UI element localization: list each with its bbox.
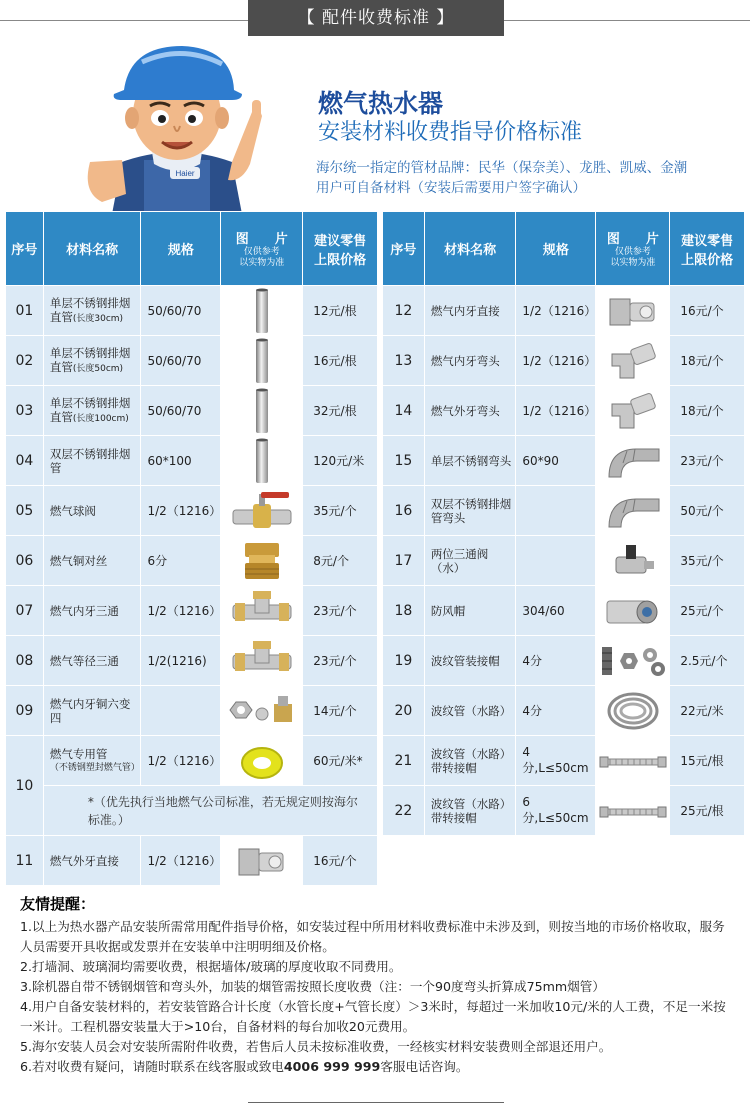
col-header-spec: 规格: [516, 212, 596, 286]
item-name: [43, 486, 141, 536]
item-price: 22元/米: [670, 686, 745, 736]
coupling-icon: [596, 286, 670, 336]
item-name: [43, 586, 141, 636]
coil-icon: [596, 686, 670, 736]
item-spec: 60*90: [516, 436, 596, 486]
item-spec: 50/60/70: [141, 386, 221, 436]
item-price: 35元/个: [303, 486, 378, 536]
tip-item-4: 4.用户自备安装材料的，若安装管路合计长度（水管长度+气管长度）＞3米时，每超过一米加收10元/米的人工费，不足一米按一米计。工程机器安装量大于>10台，自备材料的每台加收20元费用。: [20, 999, 726, 1034]
col-header-spec: 规格: [141, 212, 221, 286]
item-spec: 1/2（1216）: [141, 486, 221, 536]
item-name: [43, 436, 141, 486]
item-price: 16元/个: [670, 286, 745, 336]
item-name-text: 燃气专用管: [49, 746, 108, 761]
item-name: 波纹管（水路）: [424, 686, 516, 736]
item-price: 14元/个: [303, 686, 378, 736]
item-no: 02: [6, 336, 44, 386]
bellows-icon: [596, 786, 670, 836]
item-name-text: 单层不锈钢排烟直管: [49, 345, 131, 374]
item-name: 单层不锈钢弯头: [424, 436, 516, 486]
adapter-icon: [221, 686, 303, 736]
tip-item-1: 1.以上为热水器产品安装所需常用配件指导价格，如安装过程中所用材料收费标准中未涉及到，则按当地的市场价格收取，服务人员需要开具收据或发票并在安装单中注明明细及价格。: [20, 919, 725, 954]
item-no: 06: [6, 536, 44, 586]
item-spec: [516, 486, 596, 536]
tip-item-6-prefix: 6.若对收费有疑问，请随时联系在线客服或致电: [20, 1059, 284, 1074]
item-no: 20: [383, 686, 425, 736]
item-spec: 4分: [516, 686, 596, 736]
col-header-picture-sub1: 仅供参考: [614, 247, 651, 257]
table-row: [6, 436, 378, 486]
table-row: [383, 336, 745, 386]
item-spec: 4分,L≤50cm: [516, 736, 596, 786]
item-name: 燃气内牙弯头: [424, 336, 516, 386]
item-name: 燃气外牙弯头: [424, 386, 516, 436]
table-row: [6, 286, 378, 336]
table-row: [383, 386, 745, 436]
col-header-price: [303, 212, 378, 286]
item-name-note: (长度30cm): [72, 313, 124, 324]
item-no: 13: [383, 336, 425, 386]
item-name-text: 燃气外牙直接: [49, 853, 119, 868]
hero-subtitle: 安装材料收费指导价格标准: [318, 120, 583, 145]
item-price: 2.5元/个: [670, 636, 745, 686]
item-no: 08: [6, 636, 44, 686]
item-price: 18元/个: [670, 336, 745, 386]
item-spec: 1/2（1216）: [141, 736, 221, 786]
table-row: [6, 636, 378, 686]
price-table-left: [5, 211, 378, 886]
bellows-icon: [596, 736, 670, 786]
straight-pipe-icon: [221, 386, 303, 436]
gas-hose-icon: [221, 736, 303, 786]
item-spec: 4分: [516, 636, 596, 686]
item-spec: [516, 536, 596, 586]
item-no: 03: [6, 386, 44, 436]
item-no: 07: [6, 586, 44, 636]
table-row: [383, 486, 745, 536]
col-header-price: [670, 212, 745, 286]
tip-item-6: [20, 1057, 735, 1077]
item-name: [43, 286, 141, 336]
brand-note-line-1: 海尔统一指定的管材品牌：民华（保奈美）、龙胜、凯威、金潮: [316, 160, 688, 176]
item-no: 10: [6, 736, 44, 836]
item-no: 11: [6, 836, 44, 886]
item-no: 05: [6, 486, 44, 536]
item-price: 16元/根: [303, 336, 378, 386]
item-name-note: (长度100cm): [72, 413, 129, 424]
table-row: [383, 436, 745, 486]
item-spec: 60*100: [141, 436, 221, 486]
item-no: 16: [383, 486, 425, 536]
ball-valve-icon: [221, 486, 303, 536]
item-name-text: 单层不锈钢排烟直管: [49, 395, 131, 424]
valve-icon: [596, 536, 670, 586]
table-row: [383, 736, 745, 786]
item-name: [43, 536, 141, 586]
item-price: 23元/个: [670, 436, 745, 486]
tee-icon: [221, 636, 303, 686]
item-name-text: 单层不锈钢排烟直管: [49, 295, 131, 324]
item-name-text: 燃气内牙铜六变四: [49, 696, 131, 725]
item-spec: 6分,L≤50cm: [516, 786, 596, 836]
item-no: 15: [383, 436, 425, 486]
nuts-icon: [596, 636, 670, 686]
tip-item-5: 5.海尔安装人员会对安装所需附件收费，若售后人员未按标准收费，一经核实材料安装费则全部退还用户。: [20, 1039, 612, 1054]
item-price: 23元/个: [303, 636, 378, 686]
item-price: 120元/米: [303, 436, 378, 486]
item-name-text: 燃气铜对丝: [49, 553, 108, 568]
col-header-picture: [596, 212, 670, 286]
table-row: [6, 386, 378, 436]
item-spec: 1/2（1216）: [516, 386, 596, 436]
table-row: [383, 536, 745, 586]
table-row: [6, 586, 378, 636]
item-name: [43, 336, 141, 386]
item-price: 16元/个: [303, 836, 378, 886]
item-price: 23元/个: [303, 586, 378, 636]
title-line-right: [504, 20, 750, 21]
col-header-price-line2: 上限价格: [314, 252, 367, 268]
hotline-number[interactable]: 4006 999 999: [283, 1059, 381, 1074]
straight-pipe-icon: [221, 336, 303, 386]
brand-note: [316, 158, 736, 198]
item-name: 双层不锈钢排烟管弯头: [424, 486, 516, 536]
item-spec: 6分: [141, 536, 221, 586]
elbow-icon: [596, 386, 670, 436]
coupling-icon: [221, 836, 303, 886]
item-name-note: (长度50cm): [72, 363, 124, 374]
col-header-picture-sub2: 以实物为准: [239, 258, 285, 268]
item-name: [43, 736, 141, 786]
item-spec: 1/2（1216）: [141, 586, 221, 636]
item-price: 50元/个: [670, 486, 745, 536]
col-header-picture-label: 图 片: [235, 232, 288, 247]
item-price: 60元/米*: [303, 736, 378, 786]
flue-elbow-icon: [596, 436, 670, 486]
item-name-text: 燃气等径三通: [49, 653, 119, 668]
col-header-price-line2: 上限价格: [681, 252, 734, 268]
table-row: [6, 536, 378, 586]
item-spec: 1/2（1216）: [516, 336, 596, 386]
item-spec: [141, 686, 221, 736]
col-header-no: 序号: [383, 212, 425, 286]
brass-nipple-icon: [221, 536, 303, 586]
item-no: 17: [383, 536, 425, 586]
item-price: 32元/根: [303, 386, 378, 436]
col-header-picture: [221, 212, 303, 286]
item-no: 01: [6, 286, 44, 336]
svg-text:Haier: Haier: [175, 169, 195, 178]
item-spec: 50/60/70: [141, 336, 221, 386]
tip-item-2: 2.打墙洞、玻璃洞均需要收费，根据墙体/玻璃的厚度收取不同费用。: [20, 959, 402, 974]
item-price: 35元/个: [670, 536, 745, 586]
item-no: 18: [383, 586, 425, 636]
price-table-right: [382, 211, 745, 836]
straight-pipe-icon: [221, 436, 303, 486]
item-price: 15元/根: [670, 736, 745, 786]
elbow-icon: [596, 336, 670, 386]
col-header-price-line1: 建议零售: [681, 233, 734, 249]
worker-mascot-icon: [82, 42, 272, 214]
item-spec: 304/60: [516, 586, 596, 636]
col-header-price-line1: 建议零售: [314, 233, 367, 249]
item-name-text: 燃气球阀: [49, 503, 96, 518]
table-row: [6, 486, 378, 536]
item-name: [43, 686, 141, 736]
table-row: [383, 686, 745, 736]
table-row: [6, 836, 378, 886]
table-row: [6, 686, 378, 736]
item-spec: 1/2(1216): [141, 636, 221, 686]
bottom-divider: [248, 1102, 504, 1103]
col-header-picture-sub2: 以实物为准: [610, 258, 656, 268]
item-price: 8元/个: [303, 536, 378, 586]
item-name-text: 双层不锈钢排烟管: [49, 446, 131, 475]
item-name: 波纹管（水路）带转接帽: [424, 786, 516, 836]
table-row: [6, 336, 378, 386]
tips-title: 友情提醒：: [20, 895, 96, 913]
item-price: 18元/个: [670, 386, 745, 436]
table-note-row: [6, 786, 378, 836]
table-row: [6, 736, 378, 786]
item-no: 21: [383, 736, 425, 786]
item-no: 04: [6, 436, 44, 486]
col-header-name: 材料名称: [43, 212, 141, 286]
table-row: [383, 286, 745, 336]
item-price: 25元/根: [670, 786, 745, 836]
item-spec: 1/2（1216）: [141, 836, 221, 886]
item-no: 14: [383, 386, 425, 436]
tee-icon: [221, 586, 303, 636]
table-row: [383, 586, 745, 636]
col-header-name: 材料名称: [424, 212, 516, 286]
item-name-text: 燃气内牙三通: [49, 603, 119, 618]
item-name: [43, 636, 141, 686]
item-name: [43, 386, 141, 436]
straight-pipe-icon: [221, 286, 303, 336]
col-header-picture-sub1: 仅供参考: [243, 247, 280, 257]
item-no: 19: [383, 636, 425, 686]
item-spec: 50/60/70: [141, 286, 221, 336]
tips-section: [20, 893, 735, 1077]
flue-elbow-icon: [596, 486, 670, 536]
item-name: 防风帽: [424, 586, 516, 636]
tip-item-3: 3.除机器自带不锈钢烟管和弯头外，加装的烟管需按照长度收费（注：一个90度弯头折算成75mm烟管）: [20, 979, 605, 994]
item-no: 09: [6, 686, 44, 736]
page-title: 【 配件收费标准 】: [248, 0, 504, 36]
item-price: 12元/根: [303, 286, 378, 336]
tip-item-6-suffix: 客服电话咨询。: [380, 1059, 469, 1074]
hero-title: 燃气热水器: [318, 89, 444, 118]
table-row: [383, 636, 745, 686]
item-no: 12: [383, 286, 425, 336]
item-name-note: （不锈钢塑封燃气管）: [49, 762, 140, 773]
item-name: 两位三通阀（水）: [424, 536, 516, 586]
brand-note-line-2: 用户可自备材料（安装后需要用户签字确认）: [316, 180, 586, 196]
item-name: 燃气内牙直接: [424, 286, 516, 336]
item-price: 25元/个: [670, 586, 745, 636]
item-spec: 1/2（1216）: [516, 286, 596, 336]
item-no: 22: [383, 786, 425, 836]
table-footnote: *（优先执行当地燃气公司标准，若无规定则按海尔标准。）: [43, 786, 377, 836]
col-header-no: 序号: [6, 212, 44, 286]
col-header-picture-label: 图 片: [606, 232, 659, 247]
item-name: 波纹管（水路）带转接帽: [424, 736, 516, 786]
title-line-left: [0, 20, 248, 21]
wind-cap-icon: [596, 586, 670, 636]
table-row: [383, 786, 745, 836]
item-name: 波纹管装接帽: [424, 636, 516, 686]
item-name: [43, 836, 141, 886]
